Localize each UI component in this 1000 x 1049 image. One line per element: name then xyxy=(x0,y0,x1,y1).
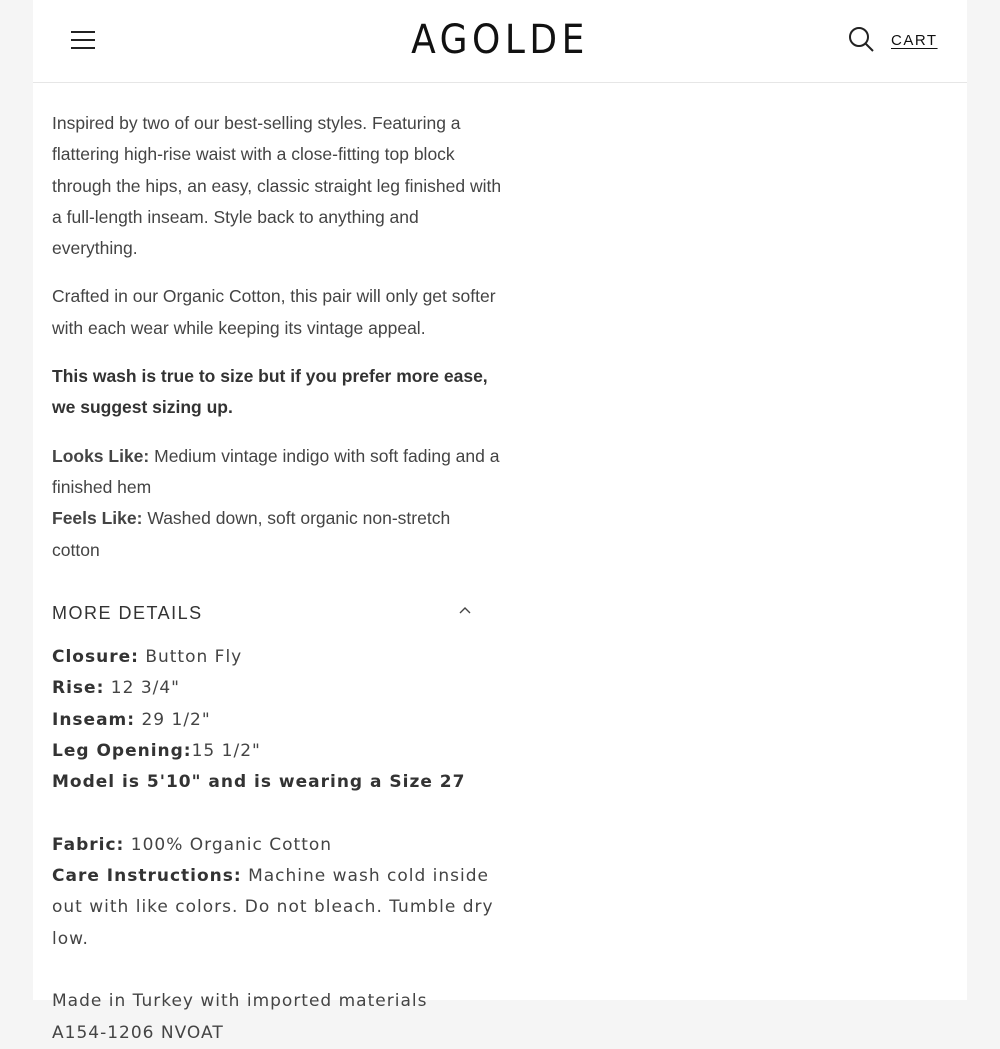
model-note-text: Model is 5'10" and is wearing a Size 27 xyxy=(52,772,466,793)
rise-row xyxy=(52,673,512,704)
closure-value: Button Fly xyxy=(138,647,243,667)
more-details-content xyxy=(52,642,512,1049)
feels-like-line xyxy=(52,503,502,566)
sizing-note xyxy=(52,361,502,424)
closure-row xyxy=(52,642,512,673)
product-description xyxy=(52,108,502,1043)
feels-like-value: Washed down, soft organic non-stretch cotton xyxy=(52,508,451,560)
leg-opening-label: Leg Opening: xyxy=(52,740,192,761)
more-details-title: MORE DETAILS xyxy=(52,603,203,623)
cart-link[interactable]: CART xyxy=(891,32,938,49)
description-paragraph-2: Crafted in our Organic Cotton, this pair will only get softer with each wear while keeping its vintage appeal. xyxy=(52,286,496,338)
sizing-note-text: This wash is true to size but if you prefer more ease, we suggest sizing up. xyxy=(52,366,488,418)
more-details-toggle[interactable] xyxy=(52,596,472,630)
looks-like-line xyxy=(52,441,502,504)
search-icon[interactable] xyxy=(848,26,876,54)
style-code: A154-1206 NVOAT xyxy=(52,1022,224,1043)
care-row xyxy=(52,861,512,955)
inseam-label: Inseam: xyxy=(52,709,136,730)
origin-line: Made in Turkey with imported materials xyxy=(52,991,428,1012)
chevron-up-icon[interactable] xyxy=(458,604,472,618)
product-page xyxy=(33,0,967,1043)
inseam-value: 29 1/2" xyxy=(135,709,211,730)
fabric-row xyxy=(52,830,512,861)
rise-value: 12 3/4" xyxy=(104,678,180,699)
rise-label: Rise: xyxy=(52,678,105,699)
fabric-value: 100% Organic Cotton xyxy=(124,834,333,855)
site-header xyxy=(33,0,967,83)
leg-opening-value: 15 1/2" xyxy=(191,740,261,761)
care-value: Machine wash cold inside out with like colors. Do not bleach. Tumble dry low. xyxy=(52,866,494,949)
brand-logo[interactable]: AGOLDE xyxy=(411,17,589,63)
feels-like-label: Feels Like: xyxy=(52,508,143,529)
leg-opening-row xyxy=(52,736,512,767)
inseam-row xyxy=(52,705,512,736)
model-note xyxy=(52,767,512,798)
closure-label: Closure: xyxy=(52,647,139,667)
looks-like-label: Looks Like: xyxy=(52,445,150,466)
care-label: Care Instructions: xyxy=(52,866,242,887)
description-paragraph-1: Inspired by two of our best-selling styles. Featuring a flattering high-rise waist with a close-fitting top block through the hips, an easy, classic straight leg finished with a full-length inseam. Style back to anything and everything. xyxy=(52,113,502,259)
fabric-label: Fabric: xyxy=(52,834,125,855)
looks-like-value: Medium vintage indigo with soft fading and a finished hem xyxy=(52,445,500,497)
